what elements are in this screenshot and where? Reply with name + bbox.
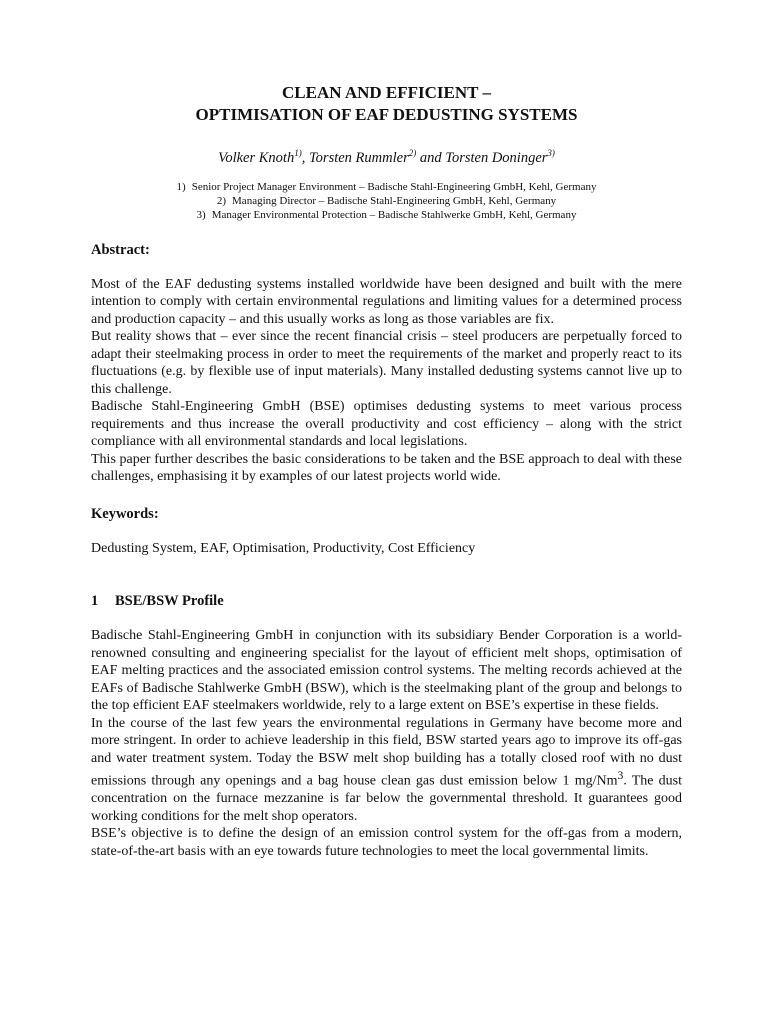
abstract-body: [91, 276, 682, 486]
section-paragraph: [91, 715, 682, 826]
keywords-text: Dedusting System, EAF, Optimisation, Productivity, Cost Efficiency: [91, 540, 476, 556]
author-affil-mark: 1): [294, 148, 302, 158]
author-affil-mark: 2): [408, 148, 417, 158]
author-name: Torsten Doninger: [445, 149, 548, 166]
paragraph-text: . The dust concentration on the furnace mezzanine is far below the governmental threshold. It guarantees good working conditions for the melt shop operators.: [91, 773, 682, 824]
section-title: BSE/BSW Profile: [115, 593, 224, 610]
author-separator: and: [416, 149, 446, 166]
section-paragraph: Badische Stahl-Engineering GmbH in conjunction with its subsidiary Bender Corporation is a world-renowned consulting and engineering specialist for the layout of efficient melt shops, optimisation of EAF melting practices and the associated emission control systems. The melting records achieved at the EAFs of Badische Stahlwerke GmbH (BSW), which is the steelmaking plant of the group and belongs to the top efficient EAF steelmakers worldwide, rely to a large extent on BSE’s expertise in these fields.: [91, 628, 682, 714]
abstract-paragraph: Most of the EAF dedusting systems installed worldwide have been designed and built with the mere intention to comply with certain environmental regulations and limiting values for a determined process and production capacity – and this usually works as long as those variables are fix.: [91, 276, 682, 327]
section-heading: [91, 593, 682, 610]
author-affil-mark: 3): [547, 148, 555, 158]
unit-superscript: 3: [617, 769, 624, 783]
title-line-2: OPTIMISATION OF EAF DEDUSTING SYSTEMS: [195, 105, 578, 124]
paragraph-text: In the course of the last few years the environmental regulations in Germany have become more and more stringent. In order to achieve leadership in this field, BSW started years ago to improve its off-gas and water treatment system. Today the BSW melt shop building has a totally closed roof with no dust emissions through any openings and a bag house clean gas dust emission below 1 mg/Nm: [91, 715, 682, 789]
abstract-paragraph: Badische Stahl-Engineering GmbH (BSE) optimises dedusting systems to meet various process requirements and thus increase the overall productivity and cost efficiency – along with the strict compliance with all environmental standards and local legislations.: [91, 399, 682, 450]
section-body: [91, 627, 682, 860]
section-paragraph: BSE’s objective is to define the design of an emission control system for the off-gas from a modern, state-of-the-art basis with an eye towards future technologies to meet the local governmental limits.: [91, 826, 682, 859]
title-line-1: CLEAN AND EFFICIENT –: [282, 83, 491, 102]
affiliation-item: [91, 208, 682, 222]
affiliation-item: [91, 194, 682, 208]
affiliation-text: Manager Environmental Protection – Badische Stahlwerke GmbH, Kehl, Germany: [211, 208, 577, 221]
author-list: [91, 148, 682, 167]
author-name: Torsten Rummler: [308, 149, 409, 166]
author-separator: ,: [301, 149, 309, 166]
paper-title: [91, 82, 682, 126]
abstract-paragraph: But reality shows that – ever since the recent financial crisis – steel producers are perpetually forced to adapt their steelmaking process in order to meet the requirements of the market and properly react to its fluctuations (e.g. by flexible use of input materials). Many installed dedusting systems cannot live up to this challenge.: [91, 329, 682, 397]
author-name: Volker Knoth: [218, 149, 295, 166]
abstract-heading: Abstract:: [91, 241, 150, 258]
affiliation-list: [91, 180, 682, 222]
affiliation-text: Senior Project Manager Environment – Badische Stahl-Engineering GmbH, Kehl, Germany: [191, 180, 597, 193]
affiliation-text: Managing Director – Badische Stahl-Engineering GmbH, Kehl, Germany: [232, 194, 557, 207]
affiliation-number: 3): [196, 208, 206, 221]
abstract-paragraph: This paper further describes the basic considerations to be taken and the BSE approach to deal with these challenges, emphasising it by examples of our latest projects world wide.: [91, 451, 682, 485]
affiliation-number: 2): [216, 194, 227, 207]
affiliation-item: [91, 180, 682, 194]
section-number: 1: [91, 593, 99, 610]
affiliation-number: 1): [176, 180, 186, 193]
keywords-heading: Keywords:: [91, 505, 159, 522]
